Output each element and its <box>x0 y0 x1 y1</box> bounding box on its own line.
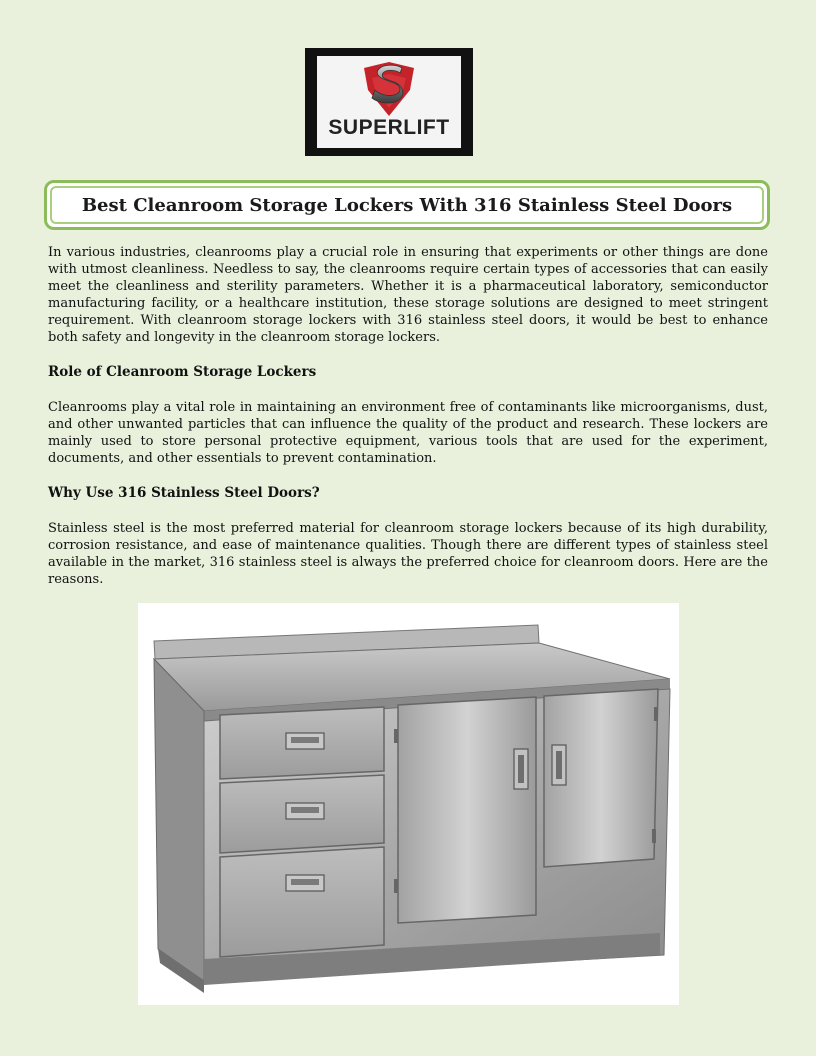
stainless-cabinet-illustration <box>138 603 679 1005</box>
intro-paragraph: In various industries, cleanrooms play a crucial role in ensuring that experiments or other things are done with utmost cleanliness. Needless to say, the cleanrooms require certain types of accessories that can easily meet the cleanliness and sterility parameters. Whether it is a pharmaceutical laboratory, semiconductor manufacturing facility, or a healthcare institution, these storage solutions are designed to meet stringent requirement. With cleanroom storage lockers with 316 stainless steel doors, it would be best to enhance both safety and longevity in the cleanroom storage lockers. <box>48 245 768 345</box>
why-paragraph: Stainless steel is the most preferred material for cleanroom storage lockers because of its high durability, corrosion resistance, and ease of maintenance qualities. Though there are different types of stainless steel available in the market, 316 stainless steel is always the preferred choice for cleanroom doors. Here are the reasons. <box>48 521 768 587</box>
article-body <box>48 244 768 588</box>
why-heading: Why Use 316 Stainless Steel Doors? <box>48 485 320 501</box>
page-title: Best Cleanroom Storage Lockers With 316 Stainless Steel Doors <box>81 194 733 216</box>
stainless-cabinet-photo <box>138 603 679 1005</box>
cabinet-door-right <box>544 689 658 867</box>
superlift-logo <box>305 48 473 156</box>
cabinet-door-left <box>398 697 536 923</box>
role-heading: Role of Cleanroom Storage Lockers <box>48 364 317 380</box>
role-paragraph: Cleanrooms play a vital role in maintaining an environment free of contaminants like microorganisms, dust, and other unwanted particles that can influence the quality of the product and research. These lockers are mainly used to store personal protective equipment, various tools that are used for the experiment, documents, and other essentials to prevent contamination. <box>48 400 768 466</box>
drawer-2 <box>220 775 384 853</box>
drawer-1 <box>220 707 384 779</box>
drawer-3 <box>220 847 384 957</box>
title-banner <box>44 180 770 230</box>
superlift-s-shield-icon <box>358 60 420 118</box>
logo-wordmark: SUPERLIFT <box>328 116 450 139</box>
